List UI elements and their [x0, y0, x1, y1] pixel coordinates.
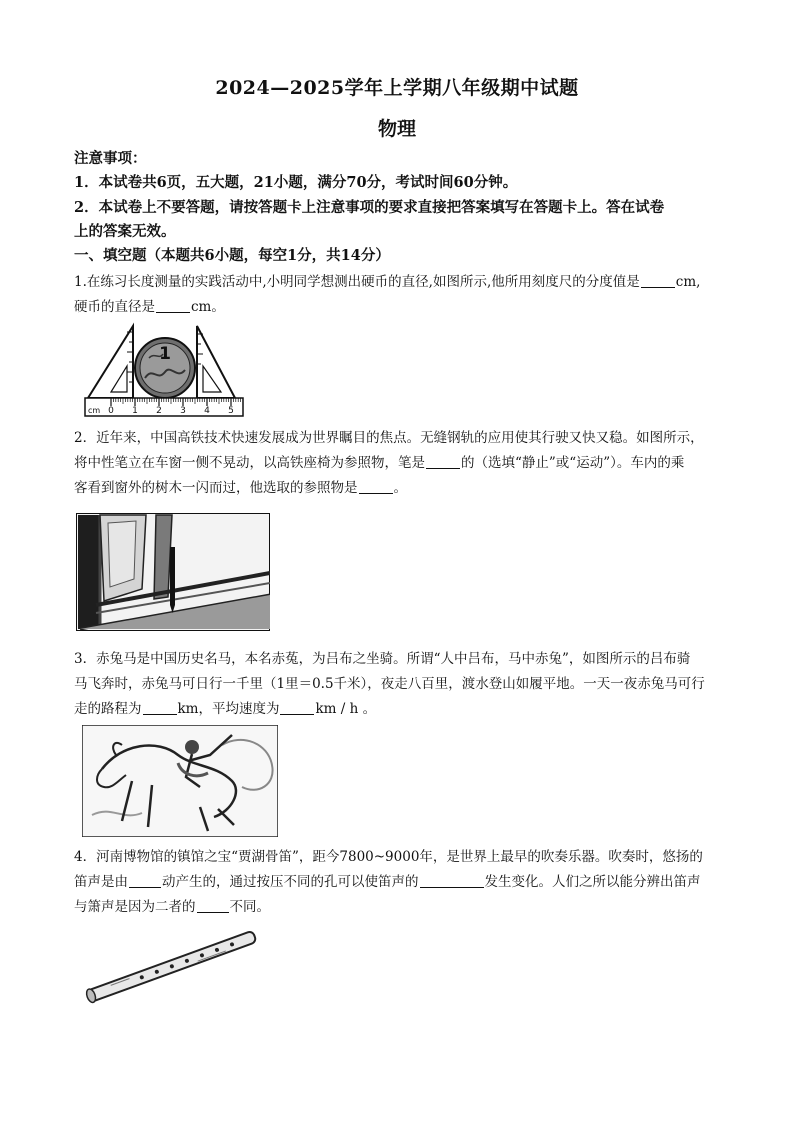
- q2-text-2b: 的（选填“静止”或“运动”）。车内的乘: [461, 455, 685, 471]
- ruler-tick-label-2: 2: [156, 406, 162, 416]
- q2-answer-blank-2[interactable]: [359, 478, 393, 494]
- q2-line-3: [74, 476, 734, 500]
- q3-line-2: 马飞奔时，赤兔马可日行一千里（1里＝0.5千米），夜走八百里，渡水登山如履平地。一天一夜赤兔马可行: [74, 676, 705, 692]
- ruler-tick-label-5: 5: [228, 406, 234, 416]
- q1-text-1a: 1.在练习长度测量的实践活动中,小明同学想测出硬币的直径,如图所示,他所用刻度尺的分度值是: [74, 274, 640, 290]
- q3-line-3: [74, 697, 734, 721]
- q2-line-2: [74, 451, 734, 475]
- q2-text-3a: 客看到窗外的树木一闪而过，他选取的参照物是: [74, 480, 358, 496]
- q4-text-3b: 不同。: [229, 899, 270, 915]
- q1-answer-blank-1[interactable]: [641, 272, 675, 288]
- q3-line-1: 3．赤兔马是中国历史名马，本名赤菟，为吕布之坐骑。所谓“人中吕布，马中赤兔”，如图所示的吕布骑: [74, 651, 691, 667]
- q4-text-2b: 动产生的，通过按压不同的孔可以使笛声的: [162, 874, 419, 890]
- q4-line-1: 4．河南博物馆的镇馆之宝“贾湖骨笛”，距今7800~9000年，是世界上最早的吹奏乐器。吹奏时，悠扬的: [74, 849, 703, 865]
- notice-item-1: 1．本试卷共6页，五大题，21小题，满分70分，考试时间60分钟。: [74, 174, 518, 191]
- q4-text-3a: 与箫声是因为二者的: [74, 899, 196, 915]
- q4-line-2: [74, 870, 734, 894]
- q4-line-3: [74, 895, 734, 919]
- coin-value: 1: [159, 344, 171, 364]
- q4-text-2c: 发生变化。人们之所以能分辨出笛声: [484, 874, 701, 890]
- q3-text-3a: 走的路程为: [74, 701, 142, 717]
- exam-subject: 物理: [377, 118, 416, 140]
- pen: [170, 547, 175, 605]
- q1-text-1b: cm,: [675, 274, 701, 290]
- q3-text-3c: km / h 。: [315, 701, 377, 717]
- q1-answer-blank-2[interactable]: [156, 297, 190, 313]
- left-set-square: [88, 326, 133, 398]
- q3-answer-blank-1[interactable]: [143, 699, 177, 715]
- notice-heading: 注意事项：: [74, 150, 147, 167]
- q2-text-3b: 。: [393, 480, 407, 496]
- q4-text-2a: 笛声是由: [74, 874, 128, 890]
- section-1-heading: 一、填空题（本题共6小题，每空1分，共14分）: [74, 247, 390, 264]
- q2-answer-blank-1[interactable]: [426, 453, 460, 469]
- ruler-unit: cm: [88, 406, 101, 415]
- jiahu-bone-flute-photo: [78, 925, 262, 1009]
- q3-text-3b: km，平均速度为: [177, 701, 280, 717]
- q4-answer-blank-3[interactable]: [197, 897, 229, 913]
- train-window-pen-photo: [76, 513, 270, 631]
- ruler-tick-label-4: 4: [204, 406, 210, 416]
- q3-answer-blank-2[interactable]: [280, 699, 314, 715]
- q1-line-1: [74, 270, 734, 294]
- q1-text-2a: 硬币的直径是: [74, 299, 155, 315]
- rider-head: [185, 740, 199, 754]
- ruler-tick-label-1: 1: [132, 406, 138, 416]
- ruler-coin-figure: [83, 322, 245, 418]
- q2-text-2a: 将中性笔立在车窗一侧不晃动，以高铁座椅为参照物，笔是: [74, 455, 425, 471]
- lubu-red-hare-horse-drawing: [82, 725, 278, 837]
- q1-line-2: [74, 295, 734, 319]
- ruler-tick-label-3: 3: [180, 406, 186, 416]
- ruler-tick-label-0: 0: [108, 406, 114, 416]
- q2-line-1: 2．近年来，中国高铁技术快速发展成为世界瞩目的焦点。无缝钢轨的应用使其行驶又快又稳。如图所示，: [74, 430, 704, 446]
- q4-answer-blank-2[interactable]: [420, 872, 484, 888]
- q1-text-2b: cm。: [191, 299, 225, 315]
- notice-item-2-line-1: 2．本试卷上不要答题，请按答题卡上注意事项的要求直接把答案填写在答题卡上。答在试卷: [74, 199, 665, 216]
- q4-answer-blank-1[interactable]: [129, 872, 161, 888]
- notice-item-2-line-2: 上的答案无效。: [74, 223, 176, 240]
- exam-title: 2024—2025学年上学期八年级期中试题: [215, 77, 579, 99]
